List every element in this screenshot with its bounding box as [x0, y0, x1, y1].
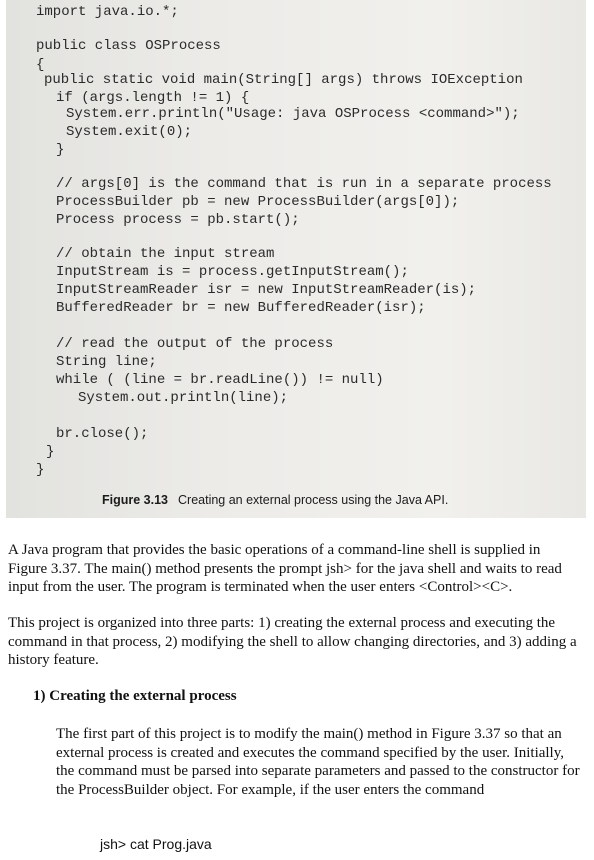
code-line: import java.io.*;	[36, 4, 179, 20]
code-line: String line;	[56, 354, 157, 370]
code-line: ProcessBuilder pb = new ProcessBuilder(args[0]);	[56, 194, 460, 210]
code-line: InputStream is = process.getInputStream();	[56, 264, 409, 280]
code-line: if (args.length != 1) {	[56, 90, 250, 106]
code-line: {	[36, 57, 45, 73]
example-command: jsh> cat Prog.java	[100, 836, 212, 852]
code-line: public class OSProcess	[36, 38, 221, 54]
paragraph-shell-intro: A Java program that provides the basic operations of a command-line shell is supplied in Figure 3.37. The main() method presents the prompt jsh> for the java shell and waits to read input from the user. The program is terminated when the user enters <Control><C>.	[8, 542, 562, 595]
code-line: }	[36, 462, 45, 478]
figure-caption-text: Creating an external process using the Java API.	[178, 493, 449, 507]
code-line: System.exit(0);	[66, 124, 193, 140]
code-line: Process process = pb.start();	[56, 212, 300, 228]
code-line: // args[0] is the command that is run in a separate process	[56, 176, 552, 192]
code-line: // read the output of the process	[56, 336, 334, 352]
figure-caption-number: Figure 3.13	[102, 493, 168, 507]
section-heading: 1) Creating the external process	[33, 688, 237, 704]
code-line: System.out.println(line);	[78, 390, 289, 406]
figure-caption	[102, 493, 448, 507]
paragraph-project-parts: This project is organized into three parts: 1) creating the external process and executing the command in that process, 2) modifying the shell to allow changing directories, and 3) adding a history feature.	[8, 615, 577, 668]
code-line: }	[56, 142, 65, 158]
code-line: // obtain the input stream	[56, 246, 275, 262]
code-line: System.err.println("Usage: java OSProcess <command>");	[66, 106, 520, 122]
code-figure-photo	[6, 0, 586, 518]
paragraph-external-process: The first part of this project is to modify the main() method in Figure 3.37 so that an external process is created and executes the command specified by the user. Initially, the command must be parsed into separate parameters and passed to the constructor for the ProcessBuilder object. For example, if the user enters the command	[56, 726, 580, 798]
code-line: public static void main(String[] args) throws IOException	[44, 72, 523, 88]
code-line: while ( (line = br.readLine()) != null)	[56, 372, 384, 388]
code-line: }	[46, 444, 55, 460]
code-line: br.close();	[56, 426, 149, 442]
code-line: BufferedReader br = new BufferedReader(isr);	[56, 300, 426, 316]
code-line: InputStreamReader isr = new InputStreamReader(is);	[56, 282, 477, 298]
